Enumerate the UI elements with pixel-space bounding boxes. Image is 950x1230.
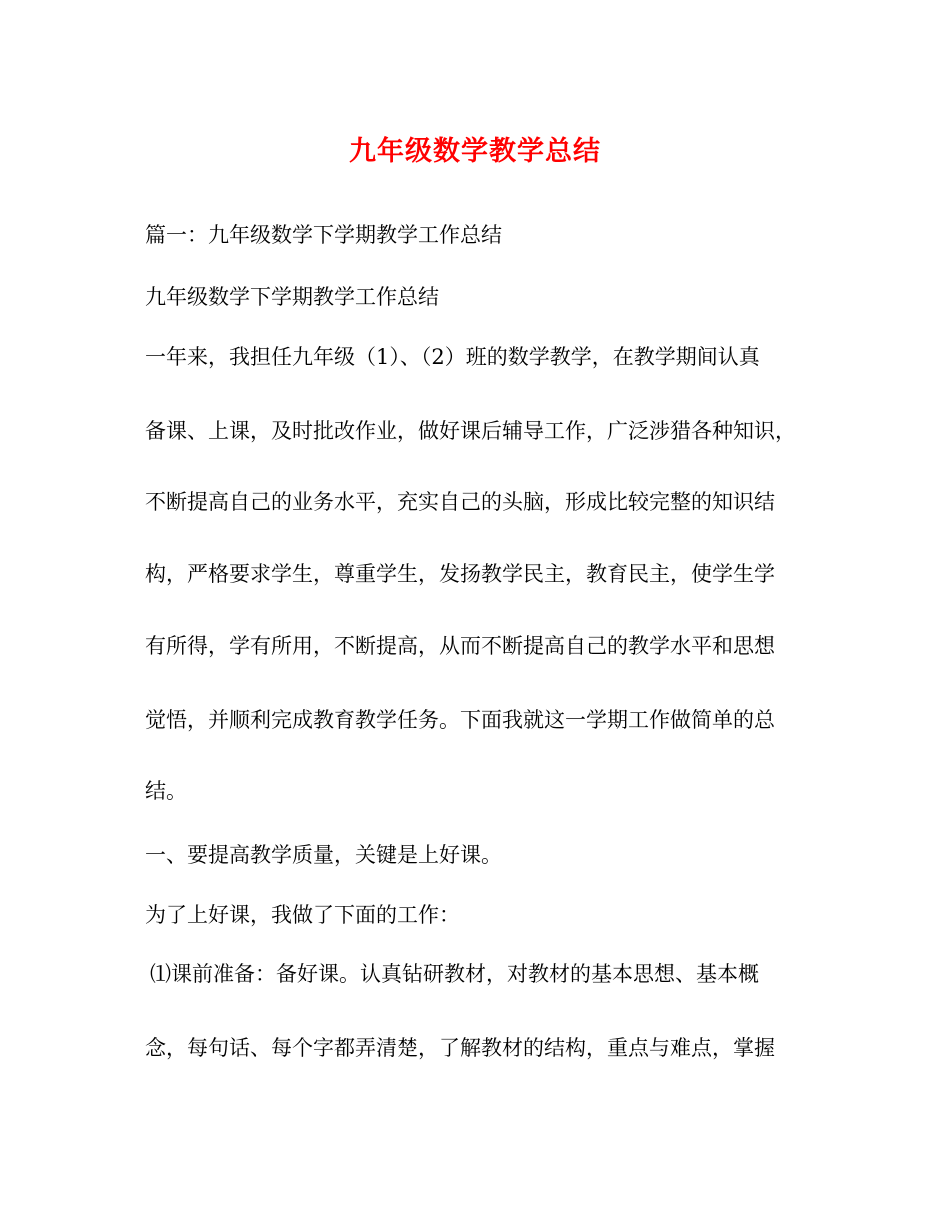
text-line-8: 觉悟，并顺利完成教育教学任务。下面我就这一学期工作做简单的总 (145, 708, 775, 732)
text-line-10: 一、要提高教学质量，关键是上好课。 (145, 843, 502, 867)
text-line-6: 构，严格要求学生，尊重学生，发扬教学民主，教育民主，使学生学 (145, 562, 775, 586)
text-line-12: ⑴课前准备：备好课。认真钻研教材，对教材的基本思想、基本概 (150, 962, 759, 986)
text-line-11: 为了上好课，我做了下面的工作： (145, 903, 460, 927)
text-line-4: 备课、上课，及时批改作业，做好课后辅导工作，广泛涉猎各种知识， (145, 419, 796, 443)
text-line-9: 结。 (145, 779, 187, 803)
text-line-3: 一年来，我担任九年级（1）、（2）班的数学教学，在教学期间认真 (145, 345, 760, 369)
text-line-2: 九年级数学下学期教学工作总结 (145, 285, 439, 309)
text-line-7: 有所得，学有所用，不断提高，从而不断提高自己的教学水平和思想 (145, 634, 775, 658)
text-line-13: 念，每句话、每个字都弄清楚，了解教材的结构，重点与难点，掌握 (145, 1036, 775, 1060)
text-line-1: 篇一：九年级数学下学期教学工作总结 (145, 223, 502, 247)
document-title: 九年级数学教学总结 (349, 136, 601, 167)
text-line-5: 不断提高自己的业务水平，充实自己的头脑，形成比较完整的知识结 (145, 490, 775, 514)
